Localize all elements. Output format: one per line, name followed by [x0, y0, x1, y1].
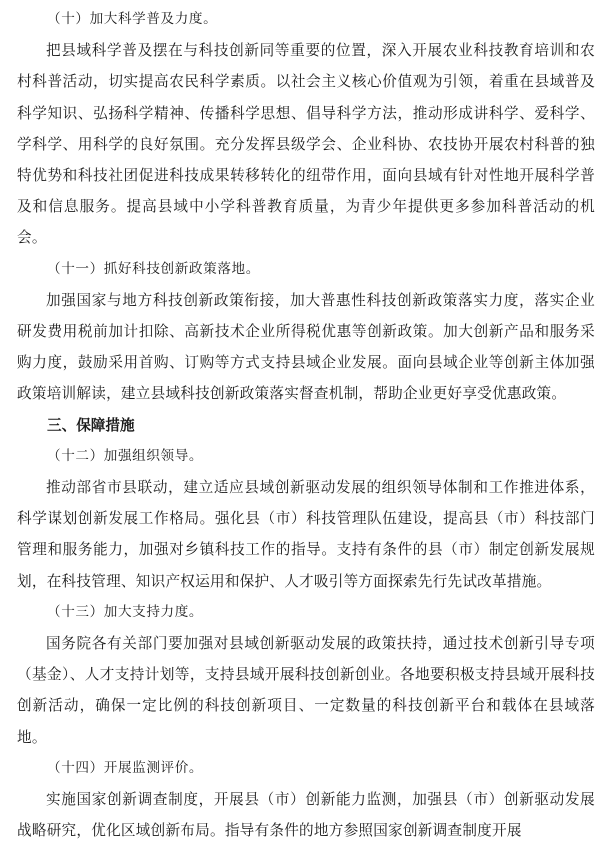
section-heading-11: （十一）抓好科技创新政策落地。: [47, 260, 260, 277]
section-heading-13: （十三）加大支持力度。: [47, 603, 204, 620]
section-heading-12: （十二）加强组织领导。: [47, 447, 204, 464]
section-heading-14: （十四）开展监测评价。: [47, 759, 204, 776]
chapter-heading-safeguards: 三、保障措施: [47, 416, 135, 434]
section-paragraph-13: 国务院各有关部门要加强对县域创新驱动发展的政策扶持，通过技术创新引导专项（基金）、人才支持计划等，支持县域开展科技创新创业。各地要积极支持县域开展科技创新活动，确保一定比例的科技创新项目、一定数量的科技创新平台和载体在县域落地。: [17, 635, 595, 746]
section-heading-10: （十）加大科学普及力度。: [47, 11, 218, 27]
section-paragraph-10: 把县域科学普及摆在与科技创新同等重要的位置，深入开展农业科技教育培训和农村科普活动，切实提高农民科学素质。以社会主义核心价值观为引领，着重在县域普及科学知识、弘扬科学精神、传播科学思想、倡导科学方法，推动形成讲科学、爱科学、学科学、用科学的良好氛围。充分发挥县级学会、企业科协、农技协开展农村科普的独特优势和科技社团促进科技成果转移转化的纽带作用，面向县域有针对性地开展科学普及和信息服务。提高县域中小学科普教育质量，为青少年提供更多参加科普活动的机会。: [17, 42, 595, 247]
section-paragraph-12: 推动部省市县联动，建立适应县域创新驱动发展的组织领导体制和工作推进体系，科学谋划创新发展工作格局。强化县（市）科技管理队伍建设，提高县（市）科技部门管理和服务能力，加强对乡镇科技工作的指导。支持有条件的县（市）制定创新发展规划，在科技管理、知识产权运用和保护、人才吸引等方面探索先行先试改革措施。: [17, 479, 595, 590]
section-paragraph-14: 实施国家创新调查制度，开展县（市）创新能力监测，加强县（市）创新驱动发展战略研究，优化区域创新布局。指导有条件的地方参照国家创新调查制度开展: [17, 791, 595, 840]
section-paragraph-11: 加强国家与地方科技创新政策衔接，加大普惠性科技创新政策落实力度，落实企业研发费用税前加计扣除、高新技术企业所得税优惠等创新政策。加大创新产品和服务采购力度，鼓励采用首购、订购等方式支持县域企业发展。面向县域企业等创新主体加强政策培训解读，建立县域科技创新政策落实督查机制，帮助企业更好享受优惠政策。: [17, 291, 595, 403]
